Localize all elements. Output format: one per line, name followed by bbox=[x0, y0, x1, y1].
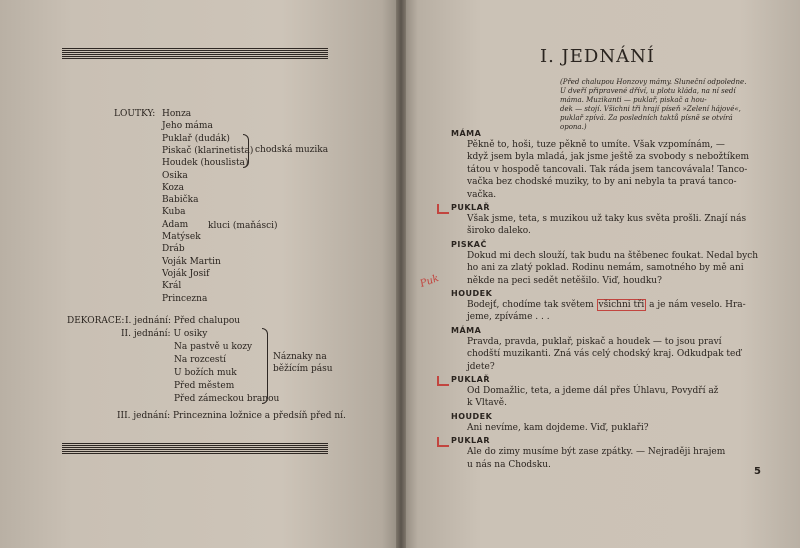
act2-item: Před městem bbox=[174, 381, 235, 391]
stage-line: opona.) bbox=[560, 123, 587, 131]
speaker-name: PUKLAŘ bbox=[451, 203, 491, 212]
dialogue-line: Pravda, pravda, puklař, piskač a houdek — to jsou praví bbox=[467, 336, 722, 347]
speaker-name: PISKAČ bbox=[451, 239, 487, 249]
speaker-name: PUKLAR bbox=[451, 436, 491, 446]
dialogue-line: jdete? bbox=[467, 361, 495, 372]
dekorace-label: DEKORACE: bbox=[67, 316, 125, 326]
highlighted-phrase: všichni tři bbox=[598, 300, 645, 310]
act2-item: U božích muk bbox=[174, 368, 237, 378]
act2-item: Na pastvě u kozy bbox=[174, 342, 253, 352]
handwritten-note: Puk bbox=[418, 273, 441, 290]
loutky-label: LOUTKY: bbox=[114, 109, 156, 119]
stage-line: máma. Muzikanti — puklař, piskač a hou- bbox=[560, 96, 707, 104]
cast-item: Puklař (dudák) bbox=[162, 133, 230, 144]
speaker-name: HOUDEK bbox=[451, 411, 493, 421]
stage-line: U dveří připravené dříví, u plotu kláda, na ní sedí bbox=[560, 87, 736, 95]
act3-setting: III. jednání: Princeznina ložnice a předsíň před ní. bbox=[117, 411, 346, 421]
dialogue-line: široko daleko. bbox=[467, 226, 531, 237]
book-spine bbox=[396, 0, 406, 548]
cast-item: Jeho máma bbox=[162, 121, 213, 132]
stage-direction bbox=[560, 78, 792, 132]
red-pencil-mark bbox=[437, 204, 449, 214]
cast-item: Princezna bbox=[162, 293, 208, 304]
cast-item: Matýsek bbox=[162, 232, 201, 242]
dialogue-line: chodští muzikanti. Zná vás celý chodský kraj. Odkudpak teď bbox=[467, 349, 742, 360]
cast-item: Piskač (klarinetista) bbox=[162, 145, 254, 156]
cast-item: Osika bbox=[162, 170, 188, 181]
dialogue-line: jeme, zpíváme . . . bbox=[467, 312, 550, 323]
dialogue-line: Ani nevíme, kam dojdeme. Viď, puklaři? bbox=[467, 422, 649, 433]
act2-setting: II. jednání: U osiky bbox=[121, 329, 208, 339]
muzika-note: chodská muzika bbox=[255, 145, 329, 155]
stage-line: (Před chalupou Honzovy mámy. Sluneční odpoledne. bbox=[560, 78, 747, 86]
bottom-rule bbox=[62, 443, 328, 455]
speaker-name: MÁMA bbox=[451, 129, 482, 138]
red-pencil-mark bbox=[437, 376, 449, 386]
cast-item: Houdek (houslista) bbox=[162, 158, 249, 169]
cast-item: Babička bbox=[162, 195, 199, 206]
dialogue-line: u nás na Chodsku. bbox=[467, 459, 551, 470]
dialogue-line: když jsem byla mladá, jak jsme ještě za svobody s nebožtíkem bbox=[467, 152, 750, 163]
top-rule bbox=[62, 48, 328, 60]
dialogue-line: Ale do zimy musíme být zase zpátky. — Nejraději hrajem bbox=[467, 447, 726, 458]
act2-note-2: běžícím pásu bbox=[273, 364, 333, 374]
cast-item: Král bbox=[162, 281, 182, 292]
speaker-name: PUKLAŘ bbox=[451, 375, 491, 384]
act2-item: Před zámeckou branou bbox=[174, 394, 280, 404]
page-number: 5 bbox=[754, 466, 761, 477]
cast-item: Voják Martin bbox=[162, 256, 221, 267]
dialogue-line: někde na peci sedět netěšilo. Viď, houdku? bbox=[467, 275, 662, 286]
act2-item: Na rozcestí bbox=[174, 355, 227, 365]
dialogue-line: tátou v hospodě tancovali. Tak ráda jsem tancovávala! Tanco- bbox=[467, 164, 748, 175]
act1-setting: I. jednání: Před chalupou bbox=[125, 316, 241, 326]
dialogue-line: Však jsme, teta, s muzikou už taky kus světa prošli. Znají nás bbox=[467, 214, 747, 224]
cast-item: Honza bbox=[162, 109, 192, 119]
brace-act2 bbox=[262, 328, 268, 404]
stage-line: puklař zpívá. Za posledních taktů písně se otvírá bbox=[560, 114, 733, 122]
red-pencil-mark bbox=[437, 437, 449, 447]
cast-item: Voják Josif bbox=[162, 268, 210, 279]
cast-item: Koza bbox=[162, 182, 185, 193]
stage-line: dek — stojí. Všichni tři hrají píseň »Zelení hájové«, bbox=[560, 105, 741, 113]
dialogue-line: ho ani za zlatý poklad. Rodinu nemám, samotného by mě ani bbox=[467, 263, 744, 274]
dialogue-line: vačka. bbox=[467, 189, 497, 200]
dialogue-line: Dokud mi dech slouží, tak budu na štěbenec foukat. Nedal bych bbox=[467, 250, 759, 261]
cast-item: Kuba bbox=[162, 207, 186, 218]
kluci-note: kluci (maňásci) bbox=[208, 221, 278, 231]
act2-note-1: Náznaky na bbox=[273, 352, 327, 362]
brace-muzika bbox=[243, 134, 249, 168]
dialogue-line: Pěkně to, hoši, tuze pěkně to umíte. Však vzpomínám, — bbox=[467, 140, 725, 150]
act-title: I. JEDNÁNÍ bbox=[540, 46, 655, 67]
speaker-name: HOUDEK bbox=[451, 289, 493, 298]
dialogue-line: k Vltavě. bbox=[467, 398, 507, 409]
dialogue-line: Bodejť, chodíme tak světem všichni tři a je nám veselo. Hra- bbox=[467, 300, 746, 310]
dialogue-line: vačka bez chodské muziky, to by ani nebyla ta pravá tanco- bbox=[467, 177, 737, 188]
cast-item: Adam bbox=[162, 219, 189, 230]
speaker-name: MÁMA bbox=[451, 325, 482, 335]
dialogue-line: Od Domažlic, teta, a jdeme dál přes Úhlavu, Povydří až bbox=[467, 386, 719, 396]
cast-item: Dráb bbox=[162, 244, 185, 255]
